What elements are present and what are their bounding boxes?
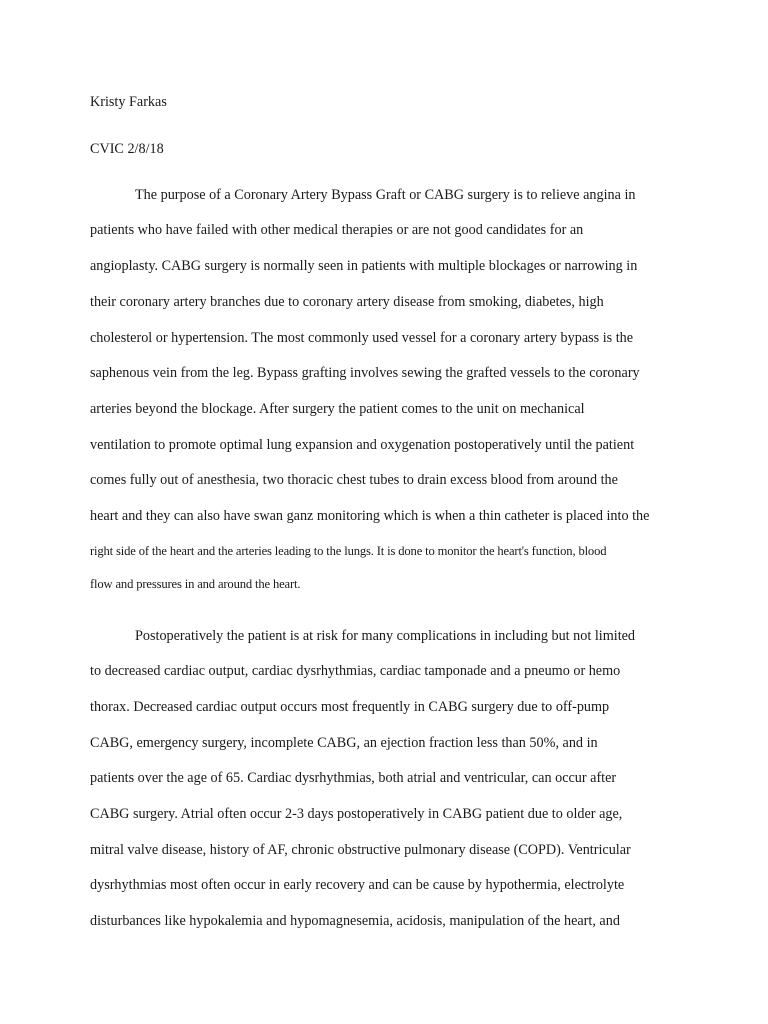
paragraph-line: heart and they can also have swan ganz monitoring which is when a thin catheter is placed into the — [90, 508, 650, 524]
paragraph-line: dysrhythmias most often occur in early recovery and can be cause by hypothermia, electrolyte — [90, 877, 625, 893]
paragraph-line: comes fully out of anesthesia, two thoracic chest tubes to drain excess blood from around the — [90, 472, 618, 488]
paragraph-line: CABG surgery. Atrial often occur 2-3 days postoperatively in CABG patient due to older age, — [90, 806, 623, 822]
paragraph-line: thorax. Decreased cardiac output occurs most frequently in CABG surgery due to off-pump — [90, 699, 610, 715]
paragraph-line: saphenous vein from the leg. Bypass grafting involves sewing the grafted vessels to the coronary — [90, 365, 640, 381]
paragraph-line: their coronary artery branches due to coronary artery disease from smoking, diabetes, high — [90, 294, 604, 310]
paragraph-line: to decreased cardiac output, cardiac dysrhythmias, cardiac tamponade and a pneumo or hemo — [90, 663, 621, 679]
paragraph-line: ventilation to promote optimal lung expansion and oxygenation postoperatively until the patient — [90, 437, 635, 453]
paragraph-line: mitral valve disease, history of AF, chronic obstructive pulmonary disease (COPD). Ventricular — [90, 842, 631, 858]
paragraph-line: Postoperatively the patient is at risk for many complications in including but not limited — [135, 628, 636, 644]
paragraph-line: arteries beyond the blockage. After surgery the patient comes to the unit on mechanical — [90, 401, 585, 417]
paragraph-line: The purpose of a Coronary Artery Bypass Graft or CABG surgery is to relieve angina in — [135, 187, 636, 203]
author-name: Kristy Farkas — [90, 94, 167, 110]
paragraph-line: cholesterol or hypertension. The most commonly used vessel for a coronary artery bypass is the — [90, 330, 634, 346]
course-date: CVIC 2/8/18 — [90, 141, 164, 157]
paragraph-line: patients who have failed with other medical therapies or are not good candidates for an — [90, 222, 584, 238]
paragraph-line: flow and pressures in and around the heart. — [90, 577, 301, 591]
paragraph-line: angioplasty. CABG surgery is normally seen in patients with multiple blockages or narrowing in — [90, 258, 638, 274]
paragraph-line: patients over the age of 65. Cardiac dysrhythmias, both atrial and ventricular, can occur after — [90, 770, 617, 786]
paragraph-line: CABG, emergency surgery, incomplete CABG, an ejection fraction less than 50%, and in — [90, 735, 598, 751]
paragraph-line: right side of the heart and the arteries leading to the lungs. It is done to monitor the heart's function, blood — [90, 544, 607, 558]
paragraph-line: disturbances like hypokalemia and hypomagnesemia, acidosis, manipulation of the heart, and — [90, 913, 620, 929]
